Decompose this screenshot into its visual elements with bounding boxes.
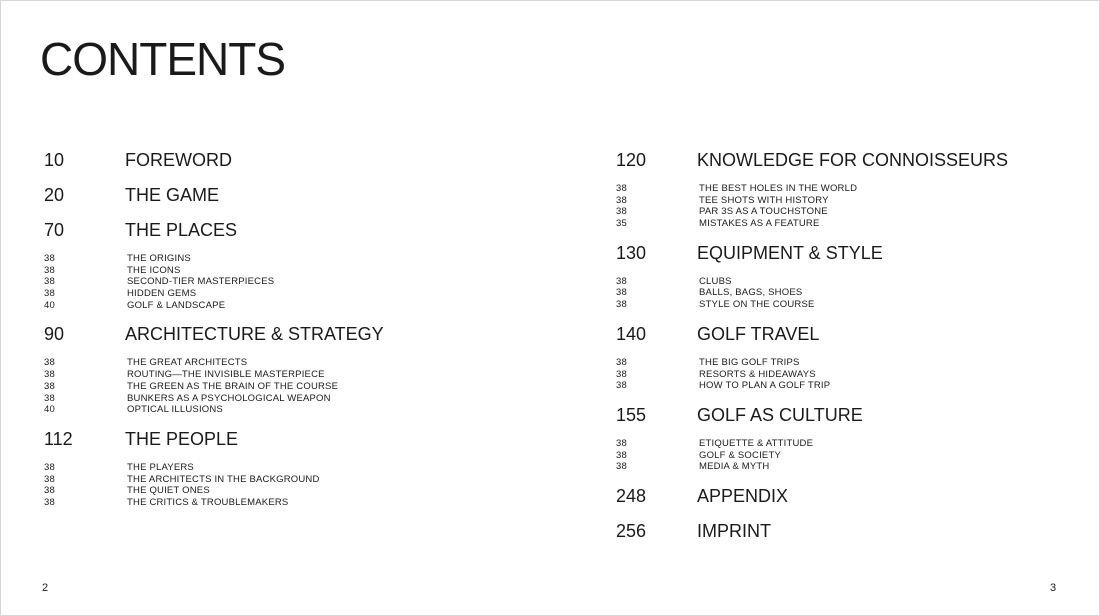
toc-left-column	[44, 150, 524, 522]
subsection-page-number: 38	[44, 369, 55, 381]
subsection-page-number: 38	[44, 253, 55, 264]
section-title: EQUIPMENT & STYLE	[697, 242, 883, 263]
section-title: ARCHITECTURE & STRATEGY	[125, 324, 384, 345]
toc-section	[616, 521, 1076, 556]
subsection-list	[616, 438, 1076, 473]
subsection-title: THE PLAYERS	[127, 461, 194, 473]
section-page-number: 256	[616, 520, 647, 541]
subsection-page-number: 38	[616, 368, 627, 380]
subsection-item[interactable]	[616, 218, 1076, 230]
toc-right-column	[616, 150, 1076, 556]
subsection-title: CLUBS	[699, 275, 732, 287]
subsection-page-number: 38	[616, 287, 627, 299]
toc-section	[616, 405, 1076, 486]
subsection-item[interactable]	[616, 287, 1076, 299]
section-title: THE PLACES	[125, 220, 238, 240]
subsection-page-number: 38	[616, 299, 627, 311]
toc-section-heading[interactable]	[44, 429, 524, 454]
section-title: GOLF TRAVEL	[697, 323, 820, 344]
subsection-item[interactable]	[44, 485, 524, 497]
subsection-item[interactable]	[44, 369, 524, 381]
subsection-page-number: 38	[616, 275, 627, 287]
subsection-item[interactable]	[44, 288, 524, 300]
subsection-page-number: 38	[44, 357, 55, 369]
section-page-number: 112	[44, 428, 73, 449]
subsection-page-number: 38	[616, 183, 627, 194]
subsection-title: OPTICAL ILLUSIONS	[127, 404, 223, 416]
subsection-list	[44, 462, 524, 509]
page-number-right: 3	[1050, 582, 1057, 594]
subsection-title: BUNKERS AS A PSYCHOLOGICAL WEAPON	[127, 392, 331, 404]
section-page-number: 90	[44, 324, 65, 345]
subsection-page-number: 38	[616, 461, 627, 473]
subsection-title: PAR 3S AS A TOUCHSTONE	[699, 206, 828, 218]
toc-section	[44, 324, 524, 428]
subsection-item[interactable]	[616, 450, 1076, 462]
subsection-title: TEE SHOTS WITH HISTORY	[699, 194, 829, 206]
subsection-title: MEDIA & MYTH	[699, 461, 770, 473]
section-title: GOLF AS CULTURE	[697, 404, 863, 425]
section-title: THE PEOPLE	[125, 428, 239, 449]
subsection-title: THE ARCHITECTS IN THE BACKGROUND	[127, 473, 320, 485]
toc-section-heading[interactable]	[616, 521, 1076, 546]
subsection-item[interactable]	[44, 393, 524, 405]
subsection-item[interactable]	[616, 183, 1076, 195]
subsection-item[interactable]	[616, 438, 1076, 450]
subsection-item[interactable]	[44, 357, 524, 369]
subsection-title: ROUTING—THE INVISIBLE MASTERPIECE	[127, 369, 325, 381]
subsection-page-number: 38	[616, 380, 627, 392]
subsection-title: HOW TO PLAN A GOLF TRIP	[699, 380, 831, 392]
section-title: IMPRINT	[697, 520, 771, 541]
toc-section-heading[interactable]	[44, 220, 524, 245]
subsection-item[interactable]	[44, 404, 524, 416]
page-number-left: 2	[42, 582, 49, 594]
subsection-page-number: 38	[44, 288, 55, 300]
toc-section-heading[interactable]	[44, 185, 524, 210]
toc-section-heading[interactable]	[44, 324, 524, 349]
section-title: APPENDIX	[697, 485, 789, 506]
subsection-title: BALLS, BAGS, SHOES	[699, 287, 803, 299]
section-page-number: 155	[616, 404, 647, 425]
subsection-item[interactable]	[616, 206, 1076, 218]
subsection-list	[616, 276, 1076, 311]
subsection-title: THE ORIGINS	[127, 253, 191, 264]
toc-section	[44, 220, 524, 324]
toc-section	[616, 243, 1076, 324]
subsection-item[interactable]	[616, 276, 1076, 288]
toc-section-heading[interactable]	[616, 486, 1076, 511]
subsection-page-number: 38	[44, 380, 55, 392]
toc-section	[616, 150, 1076, 243]
subsection-item[interactable]	[44, 462, 524, 474]
section-page-number: 248	[616, 485, 647, 506]
subsection-title: THE BEST HOLES IN THE WORLD	[699, 183, 858, 194]
section-page-number: 130	[616, 242, 647, 263]
toc-section	[44, 185, 524, 220]
subsection-item[interactable]	[616, 380, 1076, 392]
subsection-page-number: 38	[616, 194, 627, 206]
subsection-page-number: 38	[44, 461, 55, 473]
subsection-page-number: 38	[44, 264, 55, 276]
subsection-item[interactable]	[616, 357, 1076, 369]
subsection-title: MISTAKES AS A FEATURE	[699, 218, 820, 230]
subsection-page-number: 35	[616, 218, 627, 230]
subsection-list	[44, 357, 524, 415]
subsection-item[interactable]	[44, 381, 524, 393]
section-page-number: 140	[616, 323, 647, 344]
subsection-list	[44, 253, 524, 311]
subsection-title: THE GREAT ARCHITECTS	[127, 357, 248, 369]
toc-section-heading[interactable]	[616, 324, 1076, 349]
page-title: CONTENTS	[40, 33, 285, 85]
subsection-title: GOLF & LANDSCAPE	[127, 299, 226, 311]
section-page-number: 20	[44, 185, 65, 205]
subsection-page-number: 38	[616, 356, 627, 368]
subsection-item[interactable]	[616, 369, 1076, 381]
subsection-page-number: 38	[44, 473, 55, 485]
toc-section	[616, 324, 1076, 405]
subsection-title: GOLF & SOCIETY	[699, 449, 781, 461]
section-title: FOREWORD	[125, 150, 232, 170]
section-page-number: 120	[616, 150, 647, 170]
subsection-item[interactable]	[616, 195, 1076, 207]
section-title: KNOWLEDGE FOR CONNOISSEURS	[697, 150, 1009, 170]
subsection-item[interactable]	[616, 461, 1076, 473]
subsection-page-number: 40	[44, 299, 55, 311]
subsection-item[interactable]	[44, 474, 524, 486]
subsection-item[interactable]	[44, 253, 524, 265]
subsection-page-number: 38	[44, 485, 55, 497]
subsection-page-number: 38	[616, 206, 627, 218]
subsection-page-number: 40	[44, 404, 55, 416]
subsection-title: RESORTS & HIDEAWAYS	[699, 368, 816, 380]
toc-section	[616, 486, 1076, 521]
subsection-title: THE CRITICS & TROUBLEMAKERS	[127, 496, 289, 508]
subsection-title: SECOND-TIER MASTERPIECES	[127, 276, 275, 288]
toc-section	[44, 429, 524, 522]
subsection-page-number: 38	[616, 437, 627, 449]
toc-section-heading[interactable]	[616, 405, 1076, 430]
subsection-title: THE QUIET ONES	[127, 485, 210, 497]
subsection-list	[616, 357, 1076, 392]
subsection-title: STYLE ON THE COURSE	[699, 299, 815, 311]
toc-section-heading[interactable]	[616, 150, 1076, 175]
toc-section	[44, 150, 524, 185]
subsection-title: THE ICONS	[127, 264, 181, 276]
subsection-title: ETIQUETTE & ATTITUDE	[699, 437, 814, 449]
subsection-item[interactable]	[44, 276, 524, 288]
toc-section-heading[interactable]	[616, 243, 1076, 268]
subsection-item[interactable]	[44, 497, 524, 509]
subsection-title: THE BIG GOLF TRIPS	[699, 356, 800, 368]
subsection-page-number: 38	[616, 449, 627, 461]
section-page-number: 10	[44, 150, 65, 170]
subsection-list	[616, 183, 1076, 230]
subsection-item[interactable]	[44, 300, 524, 312]
subsection-item[interactable]	[616, 299, 1076, 311]
subsection-title: THE GREEN AS THE BRAIN OF THE COURSE	[127, 380, 339, 392]
section-title: THE GAME	[125, 185, 220, 205]
subsection-page-number: 38	[44, 276, 55, 288]
subsection-page-number: 38	[44, 392, 55, 404]
subsection-title: HIDDEN GEMS	[127, 288, 197, 300]
section-page-number: 70	[44, 220, 65, 240]
toc-section-heading[interactable]	[44, 150, 524, 175]
subsection-page-number: 38	[44, 496, 55, 508]
subsection-item[interactable]	[44, 265, 524, 277]
